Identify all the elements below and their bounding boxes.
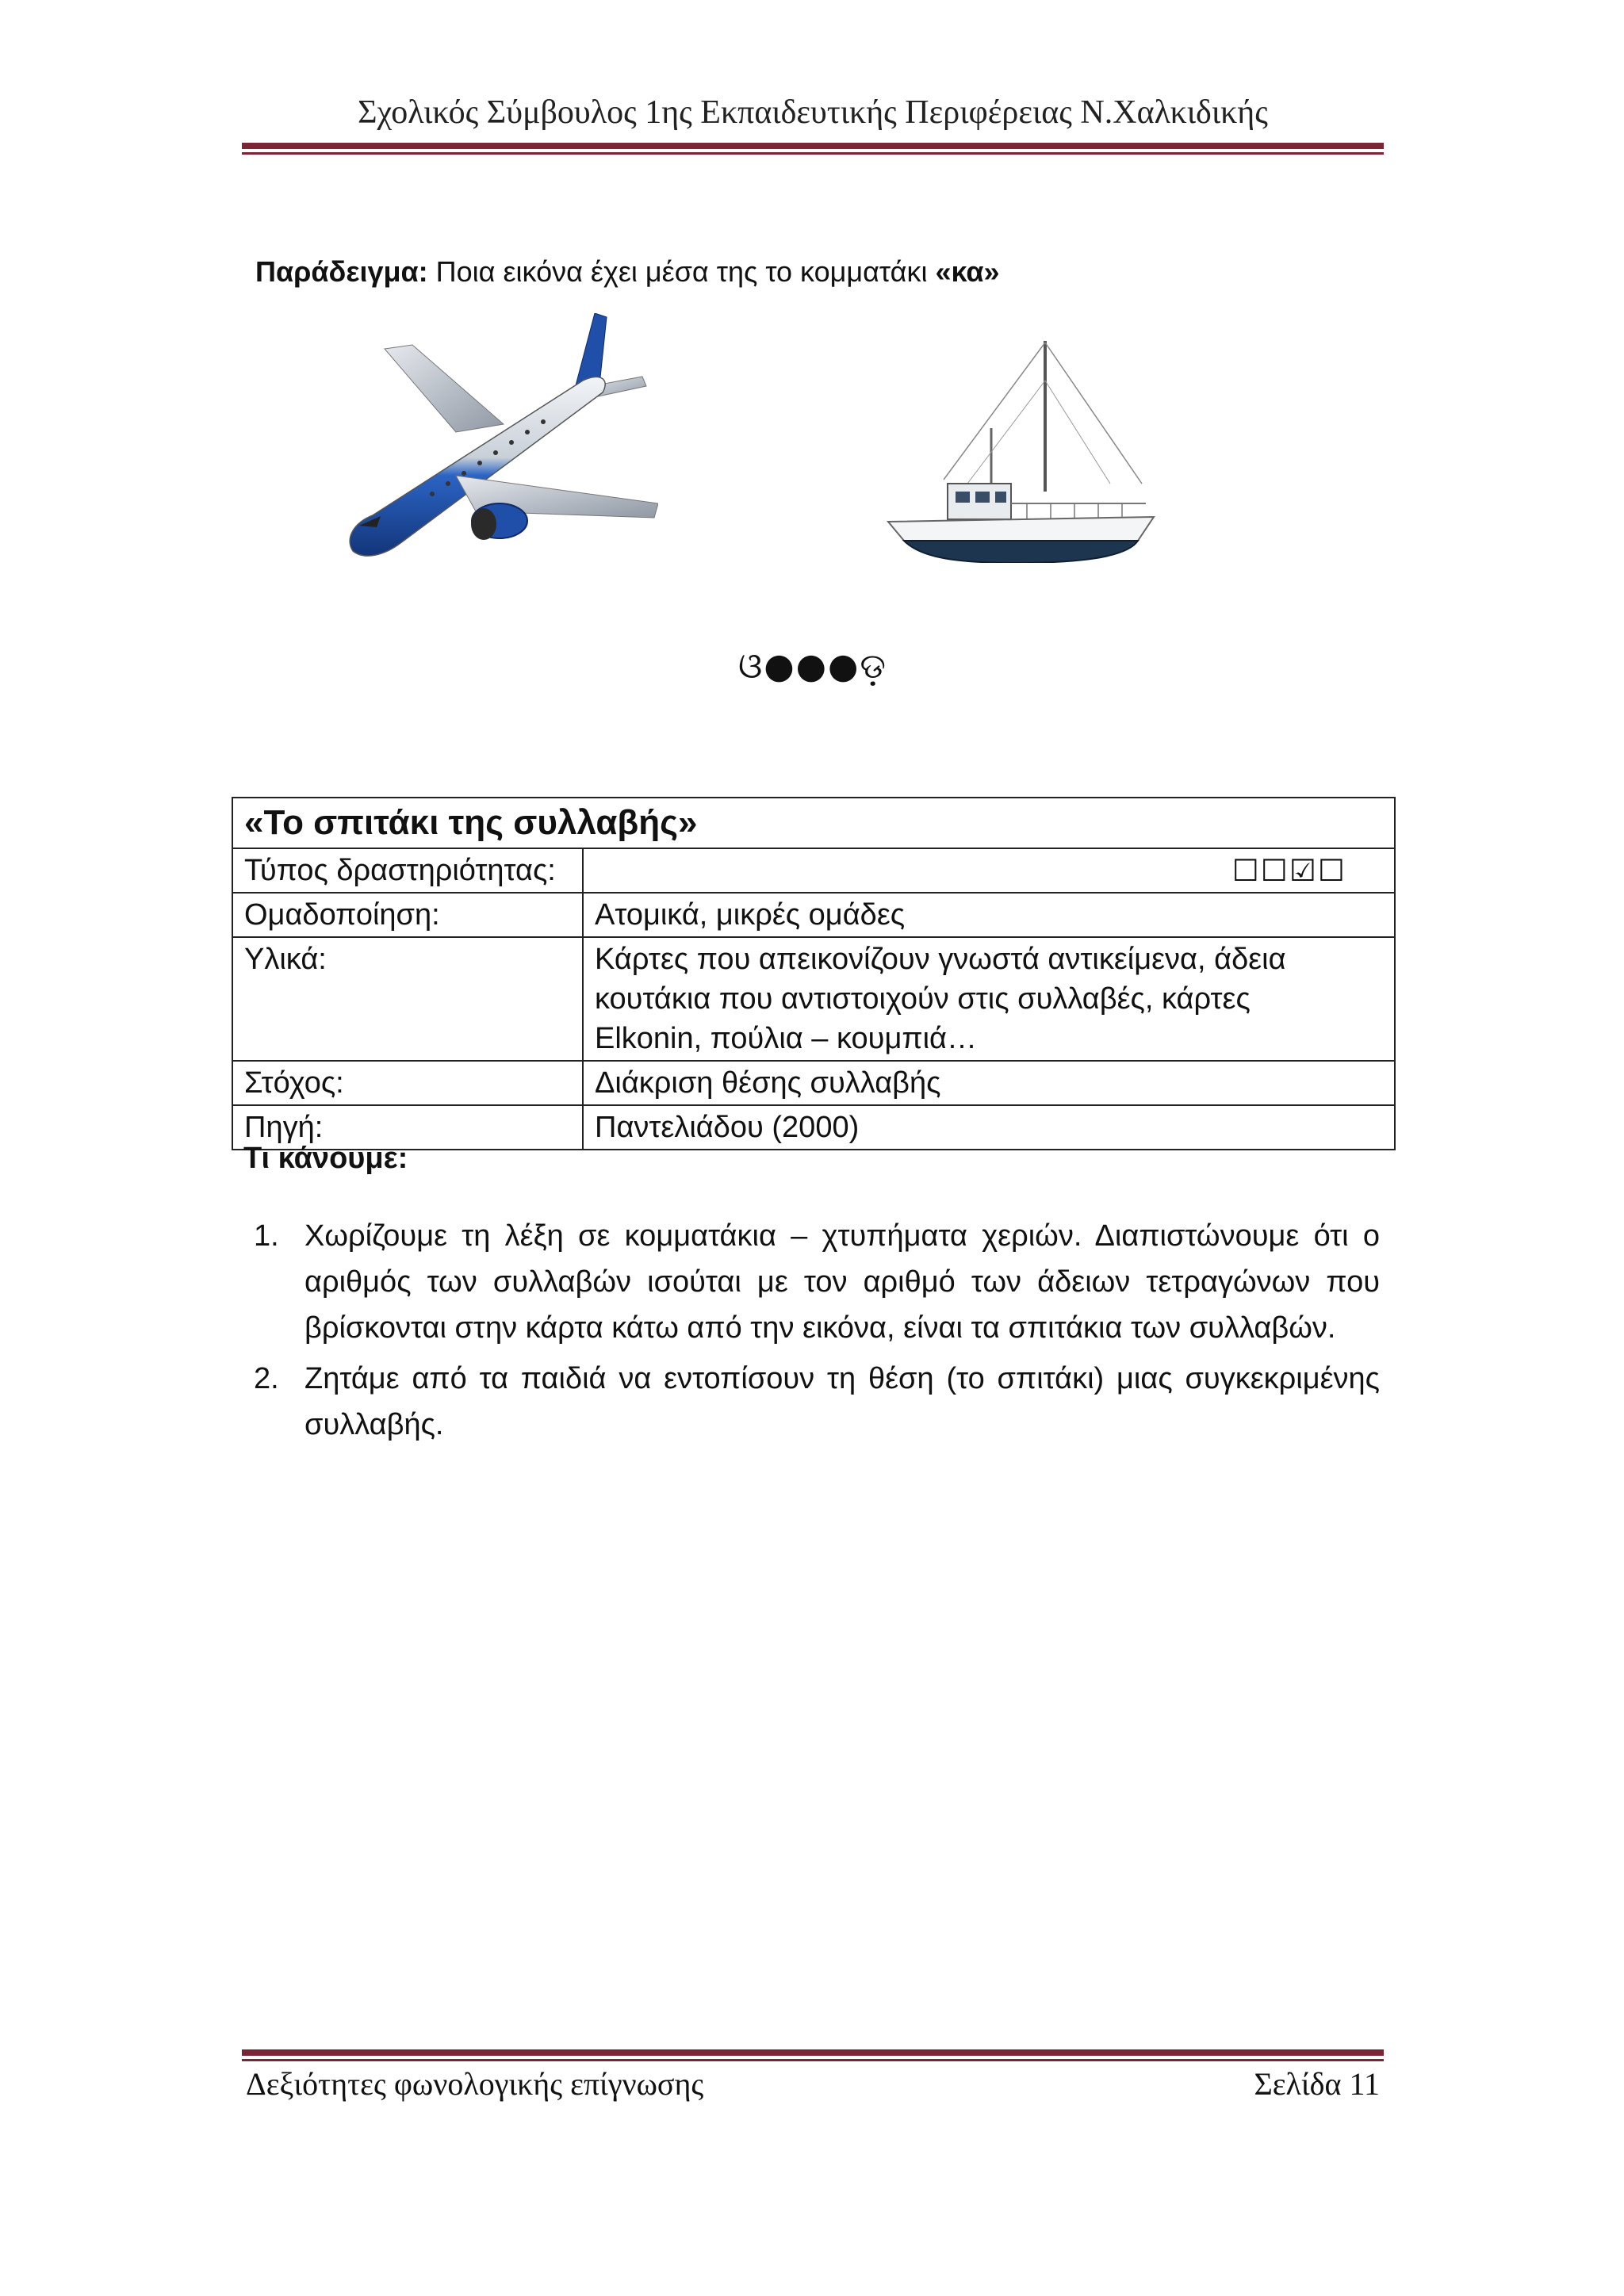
step-number: 2. — [254, 1362, 279, 1395]
what-we-do-heading: Τι κάνουμε: — [243, 1142, 408, 1175]
section-divider-ornament: ଓ●●●ଡ଼ — [737, 646, 888, 687]
example-label: Παράδειγμα: — [255, 255, 428, 288]
steps-list — [254, 1213, 1380, 1452]
sailing-boat-image — [872, 333, 1158, 563]
table-row — [232, 848, 1395, 893]
header-rule-thick — [242, 143, 1384, 149]
example-line — [255, 255, 1000, 289]
step-text: Ζητάμε από τα παιδιά να εντοπίσουν τη θέση (το σπιτάκι) μιας συγκεκριμένης συλλαβής. — [304, 1362, 1380, 1441]
row-label: Στόχος: — [232, 1061, 583, 1105]
example-syllable: «κα» — [935, 255, 1000, 288]
header-title: Σχολικός Σύμβουλος 1ης Εκπαιδευτικής Περιφέρειας Ν.Χαλκιδικής — [358, 94, 1268, 131]
row-value: Παντελιάδου (2000) — [583, 1105, 1395, 1150]
row-label: Πηγή: — [232, 1105, 583, 1150]
row-label: Τύπος δραστηριότητας: — [232, 848, 583, 893]
activity-type-checkboxes: ☐☐☑☐ — [583, 848, 1395, 893]
page-number: Σελίδα 11 — [1254, 2066, 1380, 2102]
step-number: 1. — [254, 1219, 279, 1253]
header-rule-thin — [242, 152, 1384, 155]
table-row — [232, 937, 1395, 1061]
row-label: Ομαδοποίηση: — [232, 893, 583, 937]
airplane-image — [337, 313, 658, 575]
activity-title-row — [232, 798, 1395, 848]
activity-title: «Το σπιτάκι της συλλαβής» — [232, 798, 1395, 848]
footer-rule-thin — [242, 2059, 1384, 2061]
activity-table — [232, 797, 1396, 1150]
row-label: Υλικά: — [232, 937, 583, 1061]
example-text: Ποια εικόνα έχει μέσα της το κομματάκι — [427, 255, 936, 288]
row-value: Ατομικά, μικρές ομάδες — [583, 893, 1395, 937]
row-value: Διάκριση θέσης συλλαβής — [583, 1061, 1395, 1105]
list-item — [254, 1213, 1380, 1351]
table-row — [232, 893, 1395, 937]
table-row — [232, 1061, 1395, 1105]
footer-rule-thick — [242, 2049, 1384, 2056]
row-value: Κάρτες που απεικονίζουν γνωστά αντικείμενα, άδεια κουτάκια που αντιστοιχούν στις συλλαβές, κάρτες Elkonin, πούλια – κουμπιά… — [583, 937, 1395, 1061]
list-item — [254, 1356, 1380, 1448]
step-text: Χωρίζουμε τη λέξη σε κομματάκια – χτυπήματα χεριών. Διαπιστώνουμε ότι ο αριθμός των συλλαβών ισούται με τον αριθμό των άδειων τετραγώνων που βρίσκονται στην κάρτα κάτω από την εικόνα, είναι τα σπιτάκια των συλλαβών. — [304, 1219, 1380, 1345]
footer-title: Δεξιότητες φωνολογικής επίγνωσης — [246, 2066, 704, 2102]
